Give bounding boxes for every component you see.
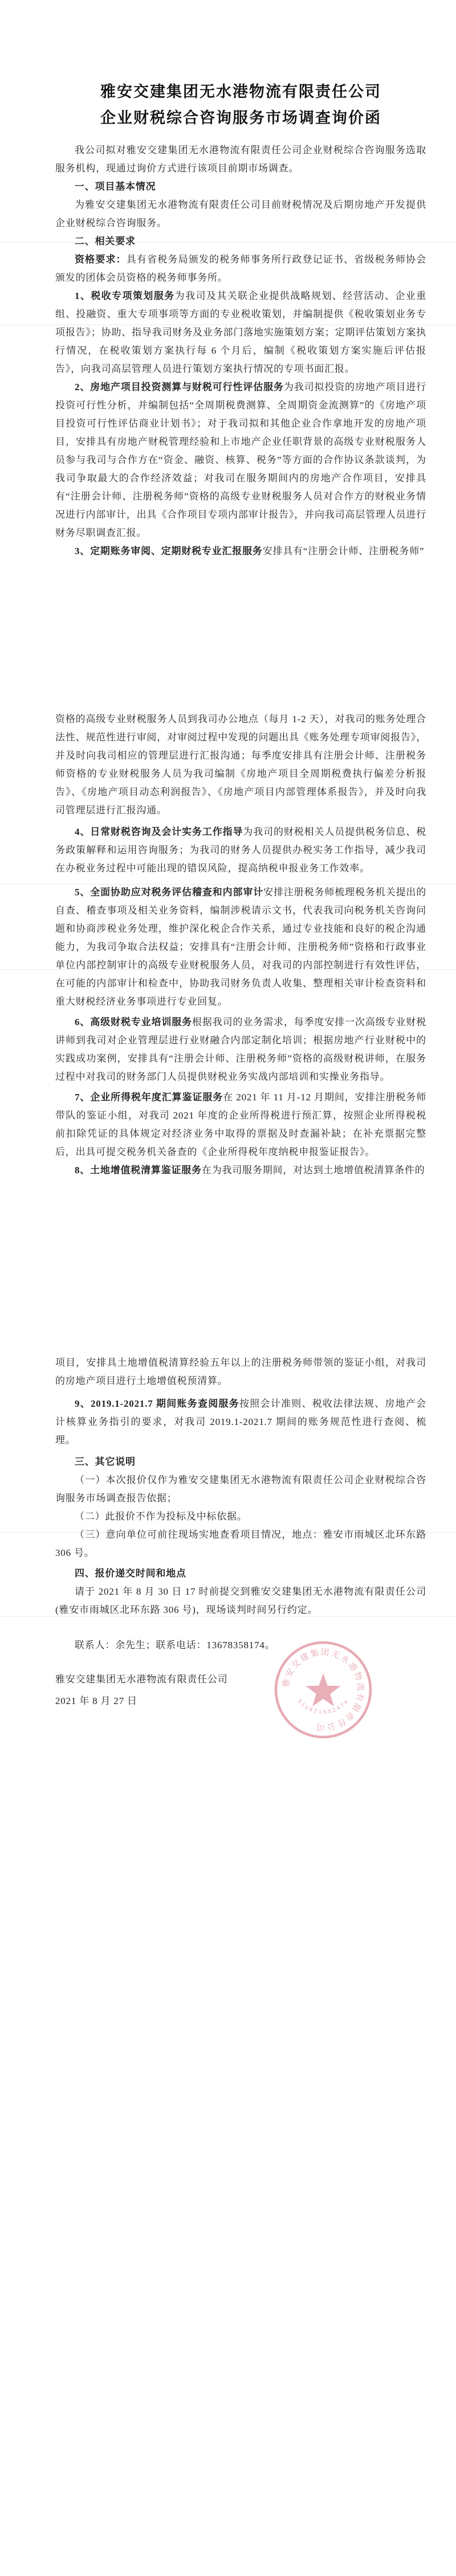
contact-line: 联系人：余先生；联系电话：13678358174。 xyxy=(75,1640,275,1651)
section-2-heading: 二、相关要求 xyxy=(75,236,136,247)
service-item-7-lead: 7、企业所得税年度汇算鉴证服务 xyxy=(75,1092,223,1103)
service-item-5-lead: 5、全面协助应对税务评估稽查和内部审计 xyxy=(75,887,264,898)
section-3-heading: 三、其它说明 xyxy=(75,1456,136,1467)
note-2: （二）此报价不作为投标及中标依据。 xyxy=(75,1511,247,1522)
service-item-1 xyxy=(55,287,426,378)
note-3: （三）意向单位可前往现场实地查看项目情况，地点：雅安市雨城区北环东路 306 号。 xyxy=(55,1529,426,1558)
service-item-2-lead: 2、房地产项目投资测算与财税可行性评估服务 xyxy=(75,382,284,392)
title-line-1: 雅安交建集团无水港物流有限责任公司 xyxy=(100,83,381,100)
service-item-6 xyxy=(55,1013,426,1086)
service-item-7-body: 在 2021 年 11 月-12 月期间，安排注册税务师带队的鉴证小组，对我司 2021 年度的企业所得税进行预汇算，按照企业所得税税前扣除凭证的具体规定对经济业务中取得的票据及时查漏补缺；在补充票据完整后，出具可提交税务机关备查的《企业所得税年度纳税申报鉴证报告》。 xyxy=(55,1092,426,1157)
service-item-1-body: 为我司及其关联企业提供战略规划、经营活动、企业重组、投融资、重大专项事项等方面的专业税收策划，并编制提供《税收策划业务专项报告》；协助、指导我司财务及业务部门落地实施策划方案；定期评估策划方案执行情况，在税收策划方案执行每 6 个月后，编制《税收策划方案实施后评估报告》，向我司高层管理人员进行策划方案执行情况的专项书面汇报。 xyxy=(55,290,427,374)
section-4-body: 请于 2021 年 8 月 30 日 17 时前提交到雅安交建集团无水港物流有限责任公司(雅安市雨城区北环东路 306 号)，现场谈判时间另行约定。 xyxy=(55,1586,426,1615)
service-item-3-lead: 3、定期账务审阅、定期财税专业汇报服务 xyxy=(75,546,263,556)
service-item-2 xyxy=(55,378,426,542)
service-item-3-continuation: 资格的高级专业财税服务人员到我司办公地点（每月 1-2 天），对我司的账务处理合法性、规范性进行审阅，对审阅过程中发现的问题出具《账务处理专项审阅报告》，并及时向我司相应的管理层进行汇报沟通；每季度安排具有注册会计师、注册税务师资格的专业财税服务人员为我司编制《房地产项目全周期税费执行偏差分析报告》、《房地产项目动态利润报告》、《房地产项目内部管理体系报告》，并及时向我司管理层进行汇报沟通。 xyxy=(55,714,426,816)
title-line-2: 企业财税综合咨询服务市场调查询价函 xyxy=(100,109,381,126)
service-item-4-body: 为我司的财税相关人员提供税务信息、税务政策解释和运用咨询服务；为我司的财务人员提供办税实务工作指导，减少我司在办税业务过程中可能出现的错误风险，提高纳税申报业务工作效率。 xyxy=(55,826,426,874)
service-item-4-lead: 4、日常财税咨询及会计实务工作指导 xyxy=(75,826,243,837)
qualification-body: 具有省税务局颁发的税务师事务所行政登记证书、省级税务师协会颁发的团体会员资格的税务师事务所。 xyxy=(55,254,427,283)
service-item-9 xyxy=(55,1395,426,1449)
service-item-8-start xyxy=(55,1161,426,1180)
company-seal-svg xyxy=(271,1638,375,1742)
service-item-9-body: 按照会计准则、税收法律法规、房地产会计核算业务指引的要求，对我司 2019.1-2021.7 期间的账务规范性进行查阅、梳理。 xyxy=(55,1398,426,1445)
star-icon xyxy=(306,1673,340,1706)
document-text-column xyxy=(55,0,426,1710)
service-item-6-body: 根据我司的业务需求，每季度安排一次高级专业财税讲师到我司对企业管理层进行业财融合内部定制化培训；根据房地产行业财税中的实践成功案例，安排具有“注册会计师、注册税务师”资格的高级财税讲师，在服务过程中对我司的财务部门人员提供财税业务实战内部培训和实操业务指导。 xyxy=(55,1017,426,1082)
section-4-heading: 四、报价递交时间和地点 xyxy=(75,1568,186,1579)
page-break-gap xyxy=(55,560,426,710)
service-item-6-lead: 6、高级财税专业培训服务 xyxy=(75,1017,192,1027)
service-item-3-start xyxy=(55,542,426,560)
service-item-5 xyxy=(55,883,426,1011)
service-item-4 xyxy=(55,823,426,878)
seal-ring-textpath: 雅安交建集团无水港物流有限责任公司 xyxy=(281,1648,365,1732)
service-item-8-continuation: 项目，安排具土地增值税清算经验五年以上的注册税务师带领的鉴证小组，对我司的房地产项目进行土地增值税预清算。 xyxy=(55,1357,426,1386)
service-item-8-body-part1: 在为我司服务期间，对达到土地增值税清算条件的 xyxy=(201,1165,425,1176)
signature-company: 雅安交建集团无水港物流有限责任公司 xyxy=(55,1674,228,1685)
service-item-9-lead: 9、2019.1-2021.7 期间账务查阅服务 xyxy=(75,1398,240,1409)
company-seal-stamp xyxy=(271,1638,375,1742)
signature-date: 2021 年 8 月 27 日 xyxy=(55,1696,137,1706)
service-item-1-lead: 1、税收专项策划服务 xyxy=(75,290,175,301)
service-item-5-body: 安排注册税务师梳理税务机关提出的自查、稽查事项及相关业务资料，编制涉税请示文书，代表我司向税务机关咨询问题和协商涉税业务处理，维护深化税企合作关系，通过专业技能和良好的税企沟通能力，为我司争取合法权益；安排具有“注册会计师、注册税务师”资格和行政事业单位内部控制审计的高级专业财税服务人员，对我司的内部控制进行有效性评估，在可能的内部审计和检查中，协助我司财务负责人收集、整理相关审计检查资料和重大财税经济业务事项进行专业回复。 xyxy=(55,887,426,1007)
note-1: （一）本次报价仅作为雅安交建集团无水港物流有限责任公司企业财税综合咨询服务市场调查报告依据； xyxy=(55,1475,426,1504)
document-title xyxy=(55,79,426,131)
seal-code-text xyxy=(296,1698,351,1715)
service-item-2-body: 为我司拟投资的房地产项目进行投资可行性分析，并编制包括“全周期税费测算、全周期资金流测算”的《房地产项目投资可行性评估商业计划书》；对于我司拟和其他企业合作拿地开发的房地产项目，安排具有房地产财税管理经验和上市地产企业任职背景的高级专业财税服务人员参与我司与合作方在“资金、融资、核算、税务”等方面的合作协议条款谈判，为我司争取最大的合作经济效益；对我司在服务期间内的房地产合作项目，安排具有“注册会计师、注册税务师”资格的高级专业财税服务人员对合作方的财税业务情况进行内部审计，出具《合作项目专项内部审计报告》，并向我司高层管理人员进行财务尽职调查汇报。 xyxy=(55,382,426,538)
section-1-heading: 一、项目基本情况 xyxy=(75,181,156,192)
service-item-7 xyxy=(55,1088,426,1161)
service-item-3-body-part1: 安排具有“注册会计师、注册税务师” xyxy=(262,546,425,556)
seal-code-textpath: 511821502474 xyxy=(296,1697,351,1716)
qualification-paragraph xyxy=(55,251,426,287)
section-1-body: 为雅安交建集团无水港物流有限责任公司目前财税情况及后期房地产开发提供企业财税综合咨询服务。 xyxy=(55,199,426,228)
qualification-lead: 资格要求： xyxy=(75,254,127,265)
service-item-8-lead: 8、土地增值税清算鉴证服务 xyxy=(75,1165,202,1176)
intro-paragraph: 我公司拟对雅安交建集团无水港物流有限责任公司企业财税综合咨询服务选取服务机构，现通过询价方式进行该项目前期市场调查。 xyxy=(55,145,426,174)
page-break-gap xyxy=(55,1180,426,1354)
